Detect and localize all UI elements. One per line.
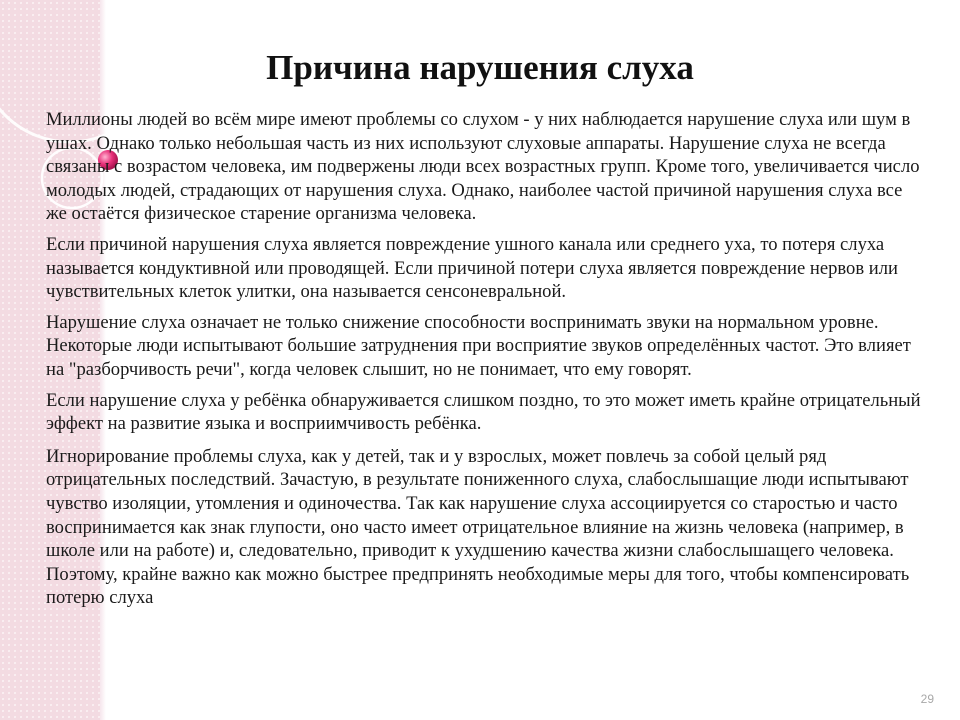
paragraph-1: Миллионы людей во всём мире имеют проблемы со слухом - у них наблюдается нарушение слуха или шум в ушах. Однако только небольшая часть из них используют слуховые аппараты. Нарушение слуха не всегда связаны с возрастом человека, им подвержены люди всех возрастных групп. Кроме того, увеличивается число молодых людей, страдающих от нарушения слуха. Однако, наиболее частой причиной нарушения слуха все же остаётся физическое старение организма человека. [46, 109, 920, 225]
paragraph-3: Нарушение слуха означает не только снижение способности воспринимать звуки на нормальном уровне. Некоторые люди испытывают большие затруднения при восприятие звуков определённых частот. Это влияет на "разборчивость речи", когда человек слышит, но не понимает, что ему говорят. [46, 311, 911, 380]
slide-body [46, 108, 926, 617]
slide-title: Причина нарушения слуха [266, 48, 694, 87]
paragraph-4: Если нарушение слуха у ребёнка обнаруживается слишком поздно, то это может иметь крайне отрицательный эффект на развитие языка и восприимчивость ребёнка. [46, 389, 921, 435]
page-number: 29 [920, 692, 934, 706]
paragraph-2: Если причиной нарушения слуха является повреждение ушного канала или среднего уха, то потеря слуха называется кондуктивной или проводящей. Если причиной потери слуха является повреждение нервов или чувствительных клеток улитки, она называется сенсоневральной. [46, 233, 898, 303]
paragraph-5: Игнорирование проблемы слуха, как у детей, так и у взрослых, может повлечь за собой целый ряд отрицательных последствий. Зачастую, в результате пониженного слуха, слабослышащие люди испытывают чувство изоляции, утомления и одиночества. Так как нарушение слуха ассоциируется со старостью и часто воспринимается как знак глупости, оно часто имеет отрицательное влияние на жизнь человека (например, в школе или на работе) и, следовательно, приводит к ухудшению качества жизни слабослышащего человека. Поэтому, крайне важно как можно быстрее предпринять необходимые меры для того, чтобы компенсировать потерю слуха [46, 445, 910, 609]
